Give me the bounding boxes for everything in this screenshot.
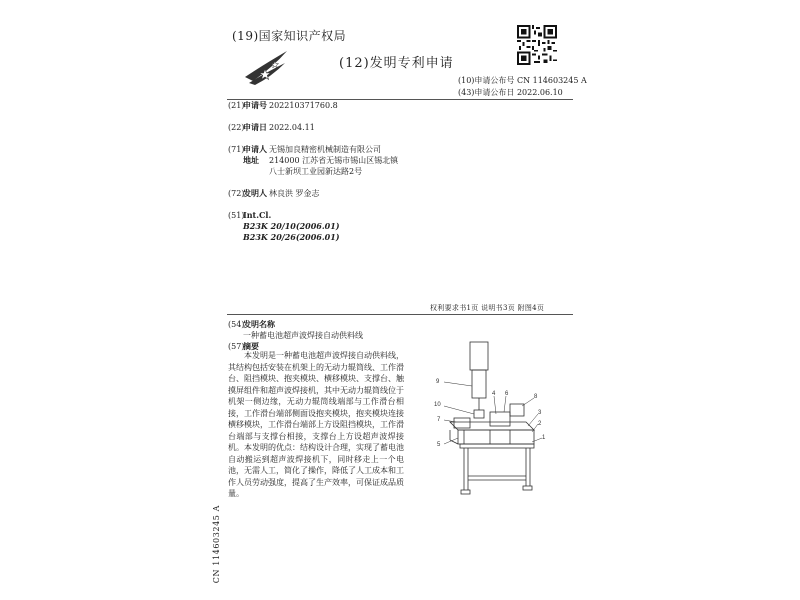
- intcl-item: B23K 20/26(2006.01): [243, 232, 340, 242]
- application-number: 202210371760.8: [269, 101, 338, 110]
- figure-label: 7: [437, 417, 441, 423]
- figure-label: 8: [534, 394, 538, 400]
- application-number-row: (21) 申请号 202210371760.8: [228, 100, 338, 110]
- publication-info: [458, 75, 587, 99]
- figure-label: 3: [538, 410, 542, 416]
- applicant-name: 无锡加良精密机械制造有限公司: [269, 145, 381, 154]
- machine-drawing: [430, 340, 550, 500]
- figure-label: 6: [505, 391, 509, 397]
- address-line-1: 214000 江苏省无锡市锡山区锡北镇: [269, 156, 399, 165]
- figure-label: 2: [538, 421, 542, 427]
- publication-number: (10)申请公布号 CN 114603245 A: [458, 76, 587, 85]
- cnipa-logo-icon: [243, 47, 291, 87]
- figure-label: 10: [434, 402, 441, 408]
- divider-middle: [227, 314, 573, 315]
- invention-heading: (54) 发明名称 一种蓄电池超声波焊接自动供料线 (57) 摘要: [228, 319, 363, 351]
- figure-label: 5: [437, 442, 441, 448]
- abstract-text: 本发明是一种蓄电池超声波焊接自动供料线，其结构包括安装在机架上的无动力辊筒线、工作滑台、阻挡模块、抱夹模块、横移模块、支撑台、触摸屏组件和超声波焊接机，其中无动力辊筒线位于机架一侧边缘，无动力辊筒线端部与工作滑台相接，工作滑台端部侧面设抱夹模块，抱夹模块连接横移模块，工作滑台端部上方设阻挡模块，工作滑台端部与支撑台相接，支撑台上方设超声波焊接机。本发明的优点：结构设计合理，实现了蓄电池自动搬运到超声波焊接机下，同时移走上一个电池，无需人工，简化了操作，降低了人工成本和工作人员劳动强度，提高了生产效率，可保证成品质量。: [228, 351, 404, 498]
- office-name: (19)国家知识产权局: [232, 29, 347, 43]
- application-date-row: (22) 申请日 2022.04.11: [228, 122, 315, 132]
- figure-label: 4: [492, 391, 496, 397]
- intcl-item: B23K 20/10(2006.01): [243, 221, 340, 231]
- address-row: 地址 214000 江苏省无锡市锡山区锡北镇: [243, 155, 399, 165]
- inventor-names: 林良洪 罗金志: [269, 189, 320, 198]
- inventor-row: (72) 发明人 林良洪 罗金志: [228, 188, 320, 198]
- document-type: (12)发明专利申请: [339, 56, 454, 71]
- application-date: 2022.04.11: [269, 123, 315, 132]
- figure-label: 1: [542, 435, 546, 441]
- qr-code-icon: [517, 25, 557, 65]
- invention-title: 一种蓄电池超声波焊接自动供料线: [243, 331, 363, 340]
- figure-label: 9: [436, 379, 440, 385]
- page-count-info: 权利要求书1页 说明书3页 附图4页: [430, 304, 545, 312]
- side-publication-code: CN 114603245 A: [212, 505, 221, 584]
- applicant-row: (71) 申请人 无锡加良精密机械制造有限公司: [228, 144, 381, 154]
- publication-date: (43)申请公布日 2022.06.10: [458, 88, 563, 97]
- bibliographic-data: [228, 100, 568, 243]
- address-line-2: 八士新坝工业园新达路2号: [269, 167, 363, 176]
- intcl-row: (51) Int.Cl.: [228, 210, 272, 220]
